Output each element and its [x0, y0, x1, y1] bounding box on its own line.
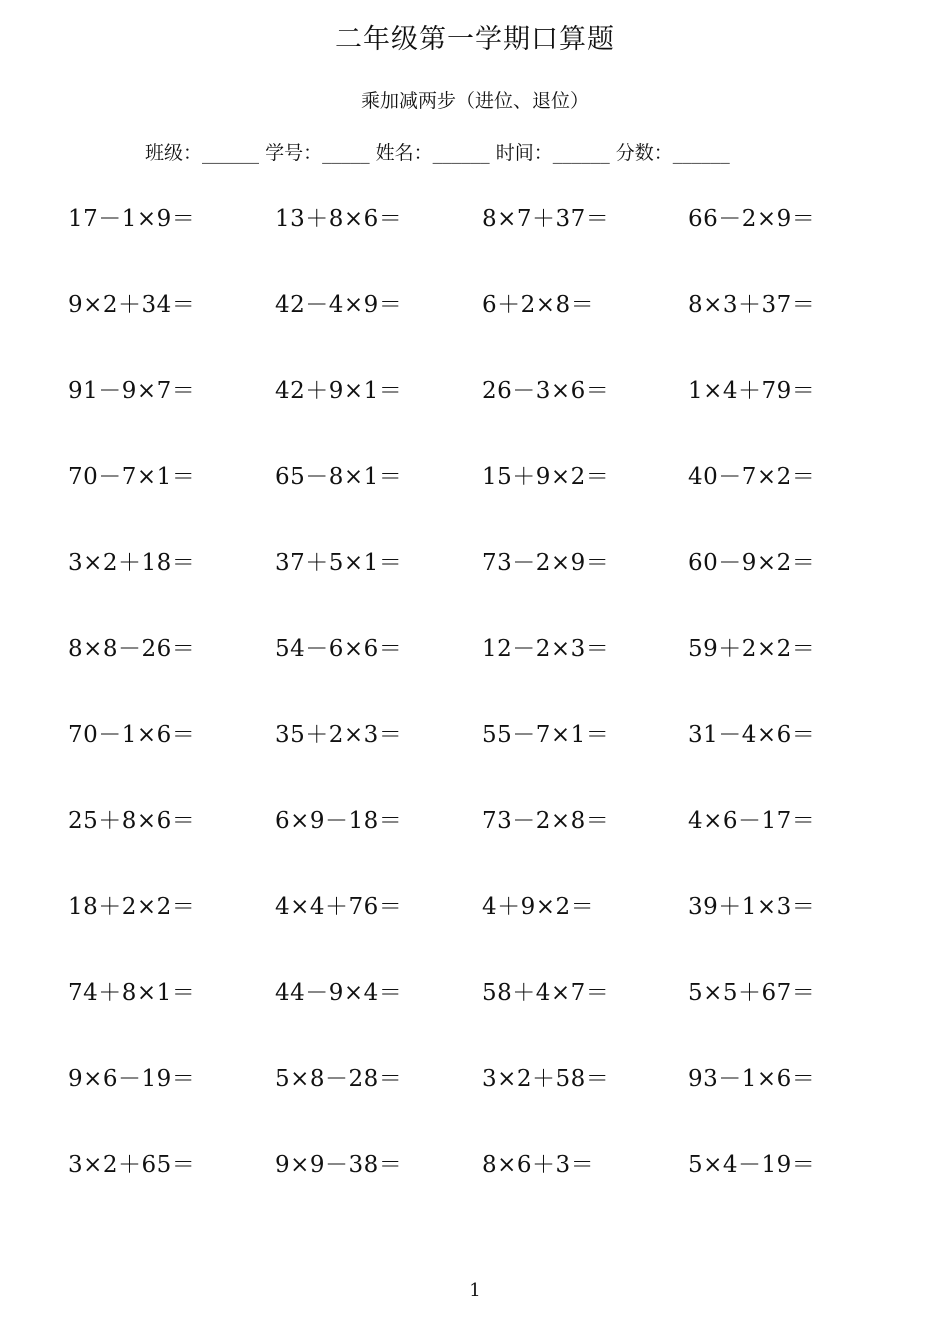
problem-item: 42＋9×1＝ — [275, 378, 403, 404]
problem-item: 4×6－17＝ — [688, 808, 816, 834]
problem-item: 5×8－28＝ — [275, 1066, 403, 1092]
problem-item: 73－2×8＝ — [482, 808, 610, 834]
worksheet-subtitle: 乘加减两步（进位、退位） — [360, 90, 589, 112]
problem-item: 4＋9×2＝ — [482, 894, 595, 920]
page-number: 1 — [469, 1280, 481, 1301]
problem-item: 35＋2×3＝ — [275, 722, 403, 748]
problem-item: 31－4×6＝ — [688, 722, 816, 748]
problem-item: 8×7＋37＝ — [482, 206, 610, 232]
problem-grid — [68, 199, 898, 1231]
problem-item: 93－1×6＝ — [688, 1066, 816, 1092]
problem-item: 73－2×9＝ — [482, 550, 610, 576]
student-info-line — [145, 139, 730, 167]
problem-item: 13＋8×6＝ — [275, 206, 403, 232]
class-label: 班级： — [145, 142, 203, 164]
problem-item: 8×3＋37＝ — [688, 292, 816, 318]
problem-item: 3×2＋65＝ — [68, 1152, 196, 1178]
problem-item: 8×6＋3＝ — [482, 1152, 595, 1178]
problem-item: 1×4＋79＝ — [688, 378, 816, 404]
problem-item: 9×6－19＝ — [68, 1066, 196, 1092]
problem-item: 6＋2×8＝ — [482, 292, 595, 318]
problem-item: 25＋8×6＝ — [68, 808, 196, 834]
problem-item: 74＋8×1＝ — [68, 980, 196, 1006]
problem-item: 3×2＋58＝ — [482, 1066, 610, 1092]
problem-item: 39＋1×3＝ — [688, 894, 816, 920]
problem-item: 42－4×9＝ — [275, 292, 403, 318]
time-label: 时间： — [495, 142, 553, 164]
problem-item: 55－7×1＝ — [482, 722, 610, 748]
problem-item: 5×4－19＝ — [688, 1152, 816, 1178]
problem-item: 5×5＋67＝ — [688, 980, 816, 1006]
problem-item: 70－1×6＝ — [68, 722, 196, 748]
problem-item: 3×2＋18＝ — [68, 550, 196, 576]
problem-item: 26－3×6＝ — [482, 378, 610, 404]
problem-item: 15＋9×2＝ — [482, 464, 610, 490]
problem-item: 59＋2×2＝ — [688, 636, 816, 662]
problem-item: 12－2×3＝ — [482, 636, 610, 662]
problem-item: 54－6×6＝ — [275, 636, 403, 662]
student-number-blank: _____ — [322, 142, 370, 164]
problem-item: 44－9×4＝ — [275, 980, 403, 1006]
worksheet-title: 二年级第一学期口算题 — [335, 24, 615, 55]
problem-item: 18＋2×2＝ — [68, 894, 196, 920]
problem-item: 4×4＋76＝ — [275, 894, 403, 920]
problem-item: 40－7×2＝ — [688, 464, 816, 490]
problem-item: 37＋5×1＝ — [275, 550, 403, 576]
problem-item: 8×8－26＝ — [68, 636, 196, 662]
problem-item: 60－9×2＝ — [688, 550, 816, 576]
problem-item: 6×9－18＝ — [275, 808, 403, 834]
problem-item: 66－2×9＝ — [688, 206, 816, 232]
name-blank: ______ — [432, 142, 490, 164]
problem-item: 91－9×7＝ — [68, 378, 196, 404]
score-label: 分数： — [615, 142, 673, 164]
problem-item: 58＋4×7＝ — [482, 980, 610, 1006]
problem-item: 9×9－38＝ — [275, 1152, 403, 1178]
problem-item: 17－1×9＝ — [68, 206, 196, 232]
name-label: 姓名： — [375, 142, 433, 164]
score-blank: ______ — [672, 142, 730, 164]
problem-item: 9×2＋34＝ — [68, 292, 196, 318]
problem-item: 65－8×1＝ — [275, 464, 403, 490]
time-blank: ______ — [552, 142, 610, 164]
problem-item: 70－7×1＝ — [68, 464, 196, 490]
class-blank: ______ — [202, 142, 260, 164]
student-number-label: 学号： — [265, 142, 323, 164]
